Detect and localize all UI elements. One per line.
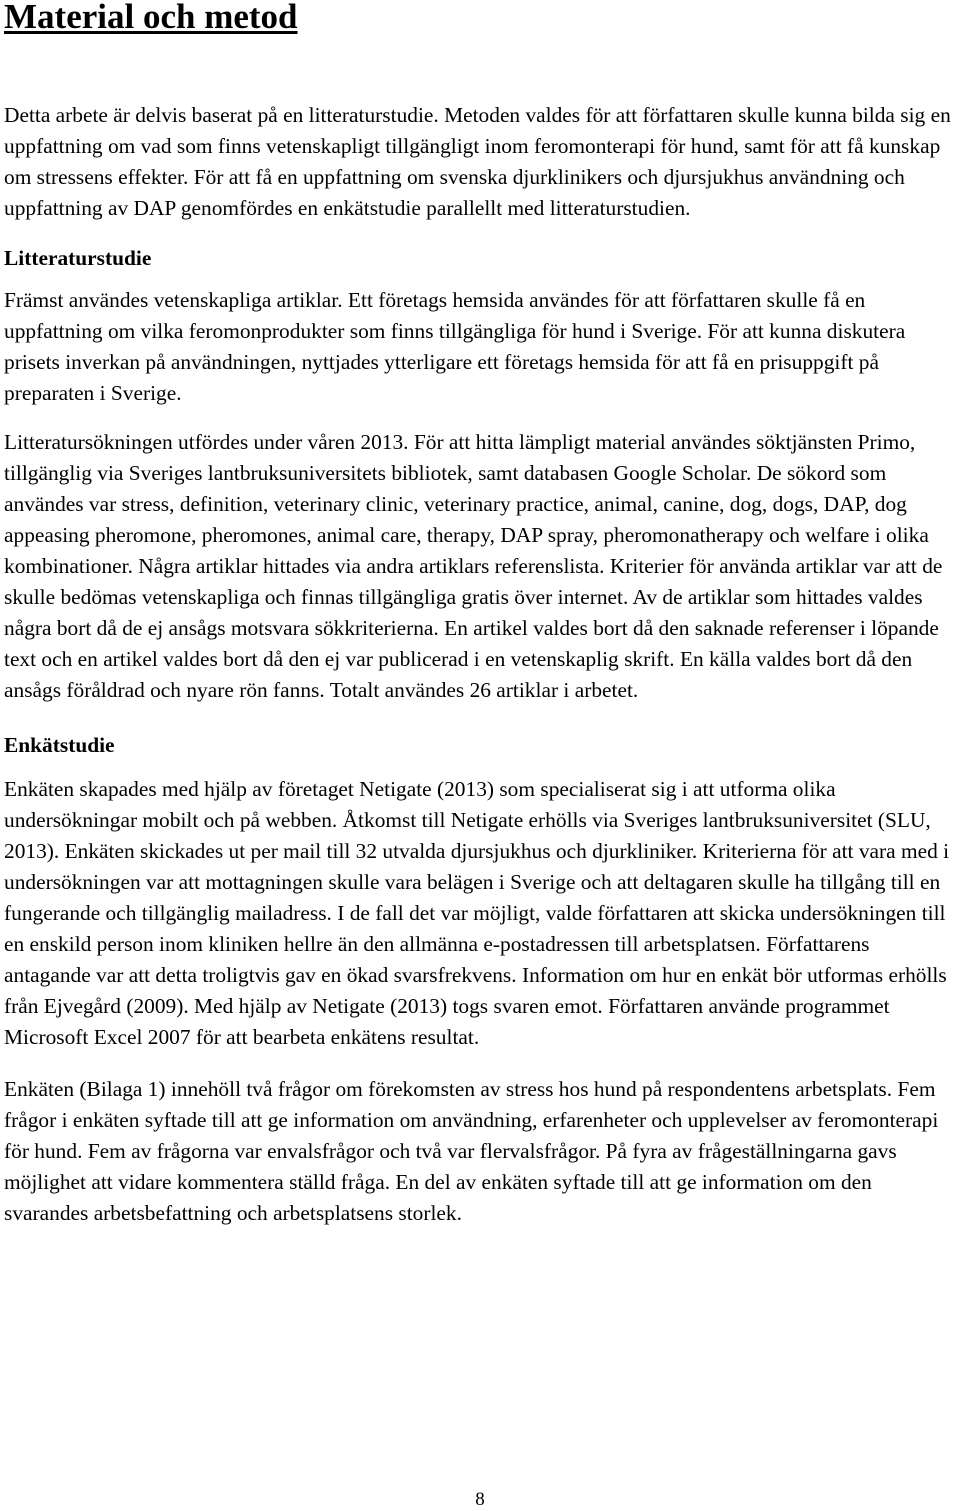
literature-paragraph-2: Litteratursökningen utfördes under våren 2013. För att hitta lämpligt material användes söktjänsten Primo, tillgänglig via Sveriges lantbruksuniversitets bibliotek, samt databasen Google Scholar. De sökord som användes var stress, definition, veterinary clinic, veterinary practice, animal, canine, dog, dogs, DAP, dog appeasing pheromone, pheromones, animal care, therapy, DAP spray, pheromonatherapy och welfare i olika kombinationer. Några artiklar hittades via andra artiklars referenslista. Kriterier för använda artiklar var att de skulle bedömas vetenskapliga och finnas tillgängliga gratis över internet. Av de artiklar som hittades valdes några bort då de ej ansågs motsvara sökkriterierna. En artikel valdes bort då den saknade referenser i löpande text och en artikel valdes bort då den ej var publicerad i en vetenskaplig skrift. En källa valdes bort då den ansågs föråldrad och nyare rön fanns. Totalt användes 26 artiklar i arbetet.: [4, 430, 943, 702]
section-heading-litteraturstudie: Litteraturstudie: [4, 246, 152, 270]
document-page: [4, 0, 956, 1229]
page-title: Material och metod: [4, 0, 298, 36]
survey-paragraph-2: Enkäten (Bilaga 1) innehöll två frågor om förekomsten av stress hos hund på respondentens arbetsplats. Fem frågor i enkäten syftade till att ge information om användning, erfarenheter och upplevelser av feromonterapi för hund. Fem av frågorna var envalsfrågor och två var flervalsfrågor. På fyra av frågeställningarna gavs möjlighet att vidare kommentera ställd fråga. En del av enkäten syftade till att ge information om den svarandes arbetsbefattning och arbetsplatsens storlek.: [4, 1077, 939, 1225]
survey-paragraph-1: Enkäten skapades med hjälp av företaget Netigate (2013) som specialiserat sig i att utforma olika undersökningar mobilt och på webben. Åtkomst till Netigate erhölls via Sveriges lantbruksuniversitet (SLU, 2013). Enkäten skickades ut per mail till 32 utvalda djursjukhus och djurkliniker. Kriterierna för att vara med i undersökningen var att mottagningen skulle vara belägen i Sverige och att deltagaren skulle ha tillgång till en fungerande och tillgänglig mailadress. I de fall det var möjligt, valde författaren att skicka undersökningen till en enskild person inom kliniken hellre än den allmänna e-postadressen till arbetsplatsen. Författarens antagande var att detta troligtvis gav en ökad svarsfrekvens. Information om hur en enkät bör utformas erhölls från Ejvegård (2009). Med hjälp av Netigate (2013) togs svaren emot. Författaren använde programmet Microsoft Excel 2007 för att bearbeta enkätens resultat.: [4, 777, 950, 1049]
literature-paragraph-1: Främst användes vetenskapliga artiklar. Ett företags hemsida användes för att författaren skulle få en uppfattning om vilka feromonprodukter som finns tillgängliga för hund i Sverige. För att kunna diskutera prisets inverkan på användningen, nyttjades ytterligare ett företags hemsida för att få en prisuppgift på preparaten i Sverige.: [4, 288, 906, 405]
intro-paragraph: Detta arbete är delvis baserat på en litteraturstudie. Metoden valdes för att författaren skulle kunna bilda sig en uppfattning om vad som finns vetenskapligt tillgängligt inom feromonterapi för hund, samt för att få kunskap om stressens effekter. För att få en uppfattning om svenska djurklinikers och djursjukhus användning och uppfattning av DAP genomfördes en enkätstudie parallellt med litteraturstudien.: [4, 103, 951, 220]
page-number: 8: [475, 1489, 485, 1510]
section-heading-enkatstudie: Enkätstudie: [4, 733, 115, 757]
